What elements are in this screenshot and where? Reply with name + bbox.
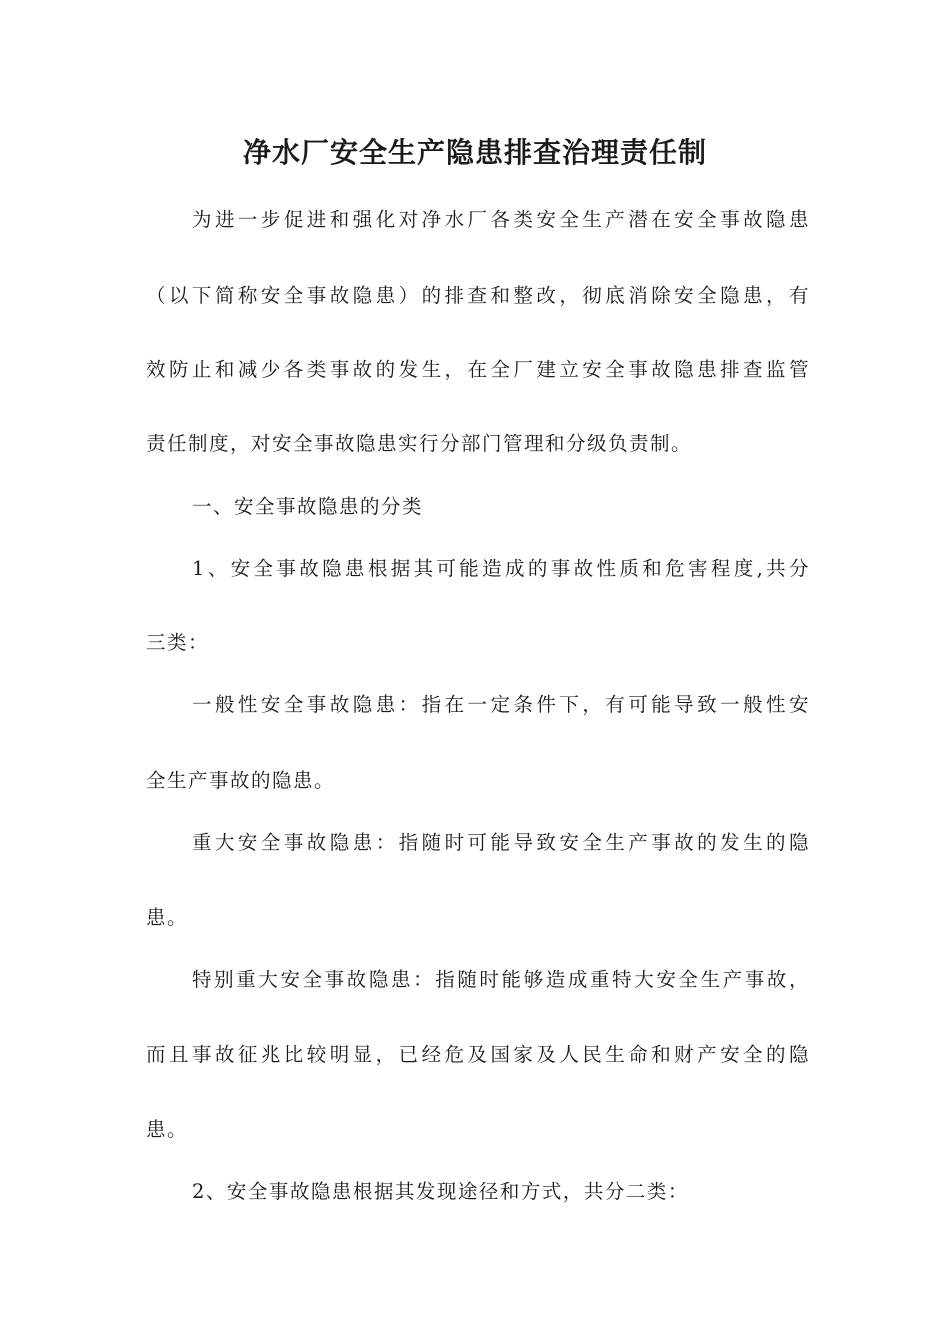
paragraph-line: 重大安全事故隐患：指随时可能导致安全生产事故的发生的隐: [192, 831, 810, 854]
paragraph-line: 责任制度，对安全事故隐患实行分部门管理和分级负责制。: [146, 432, 693, 455]
page-title: 净水厂安全生产隐患排查治理责任制: [242, 136, 707, 169]
section-heading: 一、安全事故隐患的分类: [192, 495, 424, 518]
paragraph-line: 1、安全事故隐患根据其可能造成的事故性质和危害程度,共分: [192, 557, 810, 580]
paragraph-line: 而且事故征兆比较明显，已经危及国家及人民生命和财产安全的隐: [146, 1043, 810, 1066]
paragraph-line: 为进一步促进和强化对净水厂各类安全生产潜在安全事故隐患: [192, 208, 810, 231]
paragraph-line: 2、安全事故隐患根据其发现途径和方式，共分二类：: [192, 1180, 689, 1203]
paragraph-line: 三类：: [146, 631, 210, 654]
paragraph-line: 全生产事故的隐患。: [146, 769, 336, 792]
paragraph-line: 一般性安全事故隐患：指在一定条件下，有可能导致一般性安: [192, 693, 810, 716]
paragraph-line: 特别重大安全事故隐患：指随时能够造成重特大安全生产事故，: [192, 968, 810, 991]
paragraph-line: 效防止和减少各类事故的发生，在全厂建立安全事故隐患排查监管: [146, 358, 810, 381]
paragraph-line: （以下简称安全事故隐患）的排查和整改，彻底消除安全隐患，有: [146, 284, 810, 307]
paragraph-line: 患。: [146, 906, 189, 929]
paragraph-line: 患。: [146, 1118, 189, 1141]
